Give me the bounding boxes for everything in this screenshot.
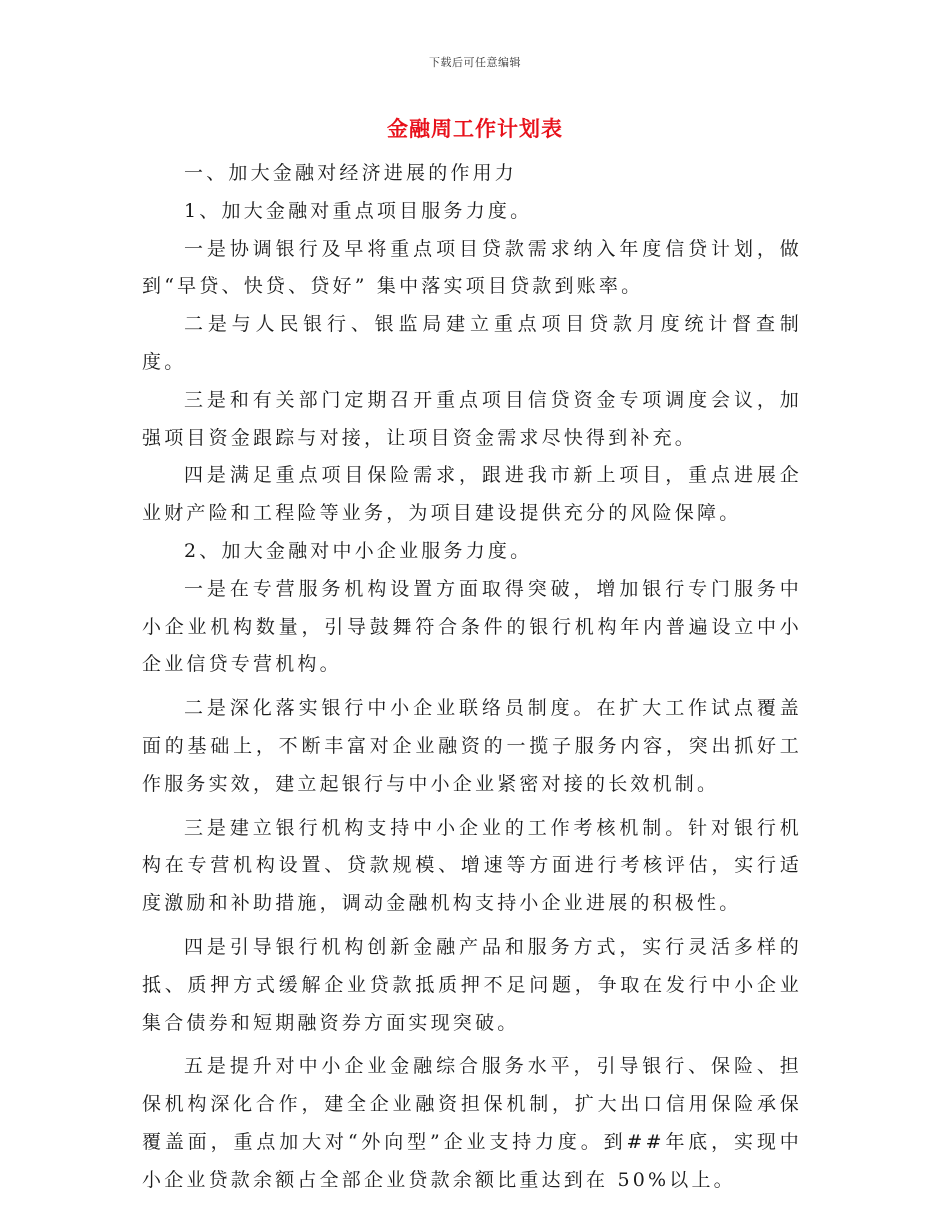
- paragraph-section-heading: 一、加大金融对经济进展的作用力: [184, 162, 518, 184]
- paragraph-subheading-1: 1、加大金融对重点项目服务力度。: [184, 199, 533, 222]
- paragraph: 三是建立银行机构支持中小企业的工作考核机制。针对银行机构在专营机构设置、贷款规模、增速等方面进行考核评估，实行适度激励和补助措施，调动金融机构支持小企业进展的积极性。: [142, 816, 802, 915]
- paragraph: 一是在专营服务机构设置方面取得突破，增加银行专门服务中小企业机构数量，引导鼓舞符合条件的银行机构年内普遍设立中小企业信贷专营机构。: [142, 577, 802, 676]
- header-note: 下载后可任意编辑: [429, 56, 521, 69]
- document-title: 金融周工作计划表: [387, 116, 563, 141]
- paragraph: 四是引导银行机构创新金融产品和服务方式，实行灵活多样的抵、质押方式缓解企业贷款抵质押不足问题，争取在发行中小企业集合债券和短期融资券方面实现突破。: [142, 935, 802, 1034]
- paragraph: 二是深化落实银行中小企业联络员制度。在扩大工作试点覆盖面的基础上，不断丰富对企业融资的一揽子服务内容，突出抓好工作服务实效，建立起银行与中小企业紧密对接的长效机制。: [142, 697, 802, 795]
- paragraph: 二是与人民银行、银监局建立重点项目贷款月度统计督查制度。: [142, 313, 802, 373]
- paragraph: 五是提升对中小企业金融综合服务水平，引导银行、保险、担保机构深化合作，建全企业融资担保机制，扩大出口信用保险承保覆盖面，重点加大对“外向型”企业支持力度。到##年底，实现中小企业贷款余额占全部企业贷款余额比重达到在 50%以上。: [142, 1055, 802, 1191]
- document-body: [142, 155, 802, 1200]
- paragraph: 一是协调银行及早将重点项目贷款需求纳入年度信贷计划，做到“早贷、快贷、贷好” 集中落实项目贷款到账率。: [142, 237, 802, 298]
- paragraph: 三是和有关部门定期召开重点项目信贷资金专项调度会议，加强项目资金跟踪与对接，让项目资金需求尽快得到补充。: [142, 388, 802, 449]
- paragraph: 四是满足重点项目保险需求，跟进我市新上项目，重点进展企业财产险和工程险等业务，为项目建设提供充分的风险保障。: [142, 464, 802, 525]
- paragraph-subheading-2: 2、加大金融对中小企业服务力度。: [184, 539, 533, 562]
